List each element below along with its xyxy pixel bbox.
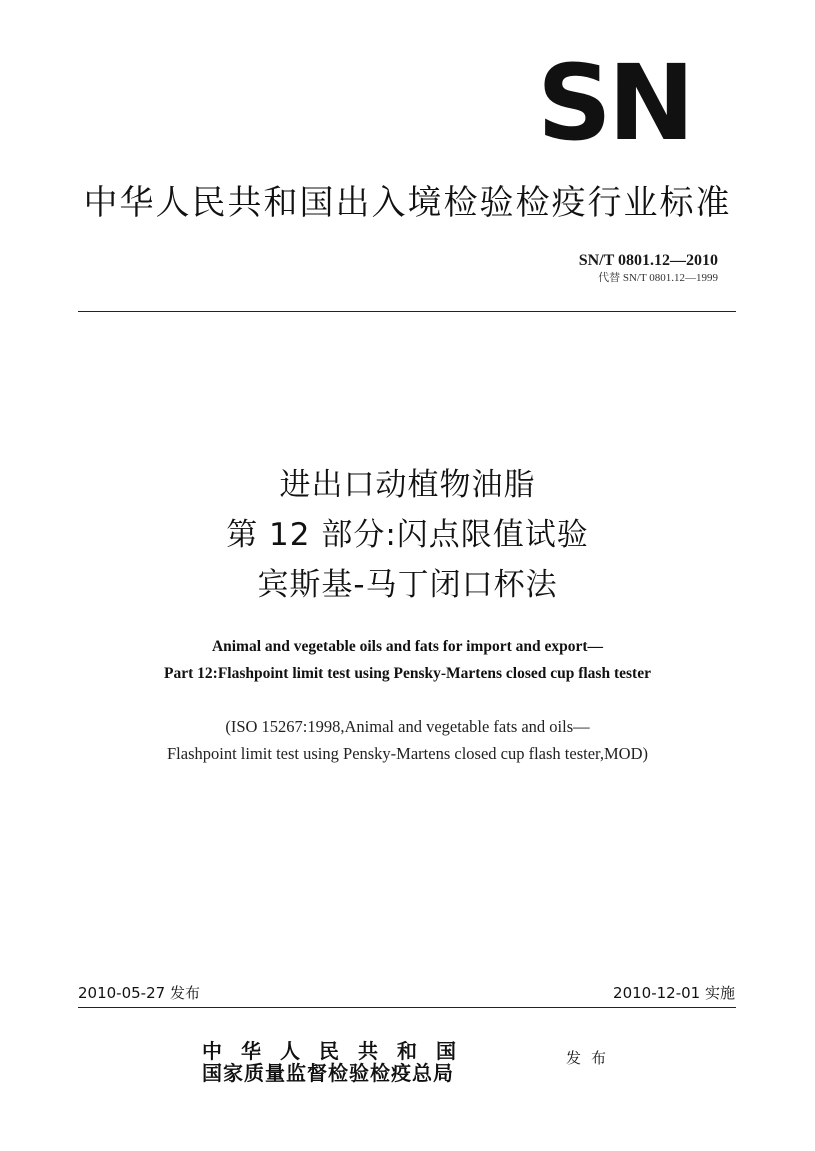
iso-reference-line-1: (ISO 15267:1998,Animal and vegetable fats and oils—	[225, 717, 590, 736]
title-cn-line-3: 宾斯基-马丁闭口杯法	[257, 567, 558, 603]
issuer-line-1: 中华人民共和国	[202, 1039, 475, 1063]
footer-divider	[78, 1007, 736, 1008]
iso-reference-line-2: Flashpoint limit test using Pensky-Martens closed cup flash tester,MOD)	[167, 744, 648, 763]
issue-date: 2010-05-27 发布	[78, 984, 200, 1002]
standard-code: SN/T 0801.12—2010	[578, 252, 718, 269]
header-divider	[78, 311, 736, 312]
replaces-note: 代替 SN/T 0801.12—1999	[598, 272, 718, 284]
sn-logo: SN	[537, 42, 691, 164]
implement-date: 2010-12-01 实施	[613, 984, 735, 1002]
title-en-line-1: Animal and vegetable oils and fats for import and export—	[211, 638, 604, 655]
issuer-block	[202, 1040, 475, 1084]
issue-label: 发布	[566, 1049, 617, 1067]
org-title: 中华人民共和国出入境检验检疫行业标准	[83, 183, 732, 223]
title-cn-line-2: 第 12 部分:闪点限值试验	[226, 517, 589, 553]
title-cn-line-1: 进出口动植物油脂	[279, 467, 536, 503]
title-en-line-2: Part 12:Flashpoint limit test using Pensky-Martens closed cup flash tester	[164, 665, 651, 682]
issuer-line-2: 国家质量监督检验检疫总局	[202, 1061, 454, 1085]
